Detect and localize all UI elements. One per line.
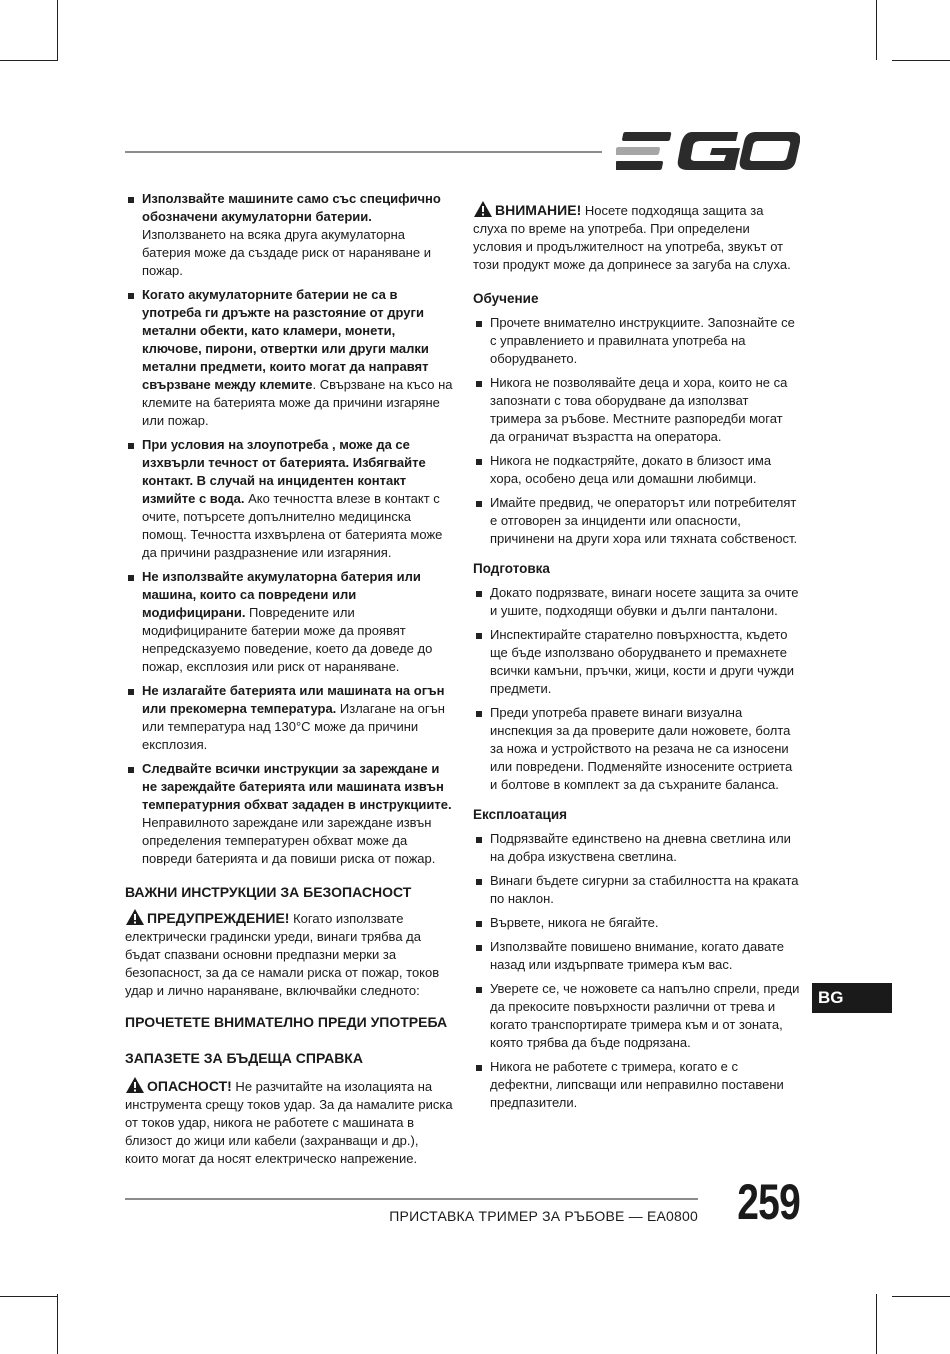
safety-heading: ВАЖНИ ИНСТРУКЦИИ ЗА БЕЗОПАСНОСТ bbox=[125, 884, 412, 900]
crop-mark bbox=[892, 1296, 950, 1297]
list-item: Никога не подкастряйте, докато в близост има хора, особено деца или домашни любимци. bbox=[473, 452, 801, 488]
save-for-reference-heading: ЗАПАЗЕТЕ ЗА БЪДЕЩА СПРАВКА bbox=[125, 1050, 363, 1066]
crop-mark bbox=[57, 1294, 58, 1354]
footer-product-name: ПРИСТАВКА ТРИМЕР ЗА РЪБОВЕ — EA0800 bbox=[389, 1208, 698, 1224]
battery-safety-list bbox=[125, 190, 455, 868]
warning-triangle-icon bbox=[473, 200, 493, 218]
header-rule bbox=[125, 151, 602, 153]
crop-mark bbox=[0, 60, 58, 61]
list-item: Инспектирайте старателно повърхността, където ще бъде използвано оборудването и премахнете всички камъни, пръчки, жици, кости и други чужди предмети. bbox=[473, 626, 801, 698]
ego-logo bbox=[616, 130, 800, 172]
read-before-use-heading: ПРОЧЕТЕТЕ ВНИМАТЕЛНО ПРЕДИ УПОТРЕБА bbox=[125, 1014, 448, 1030]
list-item: Прочете внимателно инструкциите. Запознайте се с управлението и правилната употреба на оборудването. bbox=[473, 314, 801, 368]
list-item: Винаги бъдете сигурни за стабилността на краката по наклон. bbox=[473, 872, 801, 908]
list-item: Подрязвайте единствено на дневна светлина или на добра изкуствена светлина. bbox=[473, 830, 801, 866]
crop-mark bbox=[876, 0, 877, 60]
operation-list bbox=[473, 830, 801, 1112]
preparation-list bbox=[473, 584, 801, 794]
operation-heading: Експлоатация bbox=[473, 807, 567, 822]
list-item: Никога не позволявайте деца и хора, които не са запознати с това оборудване да използват тримера за ръбове. Местните разпоредби могат да ограничат възрастта на оператора. bbox=[473, 374, 801, 446]
footer-rule bbox=[125, 1198, 698, 1200]
list-item: Имайте предвид, че операторът или потребителят е отговорен за инциденти или опасности, причинени на други хора или тяхната собственост. bbox=[473, 494, 801, 548]
training-list bbox=[473, 314, 801, 548]
list-item: Не използвайте акумулаторна батерия или машина, които са повредени или модифицирани. Повредените или модифицираните батерии може да проявят непредсказуемо поведение, което да доведе до пожар, експлозия или риск от нараняване. bbox=[125, 568, 455, 676]
list-item: Докато подрязвате, винаги носете защита за очите и ушите, подходящи обувки и дълги панталони. bbox=[473, 584, 801, 620]
right-column bbox=[473, 200, 801, 1118]
list-item: Уверете се, че ножовете са напълно спрели, преди да прекосите повърхности различни от трева и когато транспортирате тримера към и от зоната, която трябва да бъде подрязана. bbox=[473, 980, 801, 1052]
crop-mark bbox=[892, 60, 950, 61]
language-tab: BG bbox=[812, 983, 892, 1013]
warning-triangle-icon bbox=[125, 1076, 145, 1094]
preparation-heading: Подготовка bbox=[473, 561, 550, 576]
warning-paragraph: ПРЕДУПРЕЖДЕНИЕ! Когато използвате електрически градински уреди, винаги трябва да бъдат спазвани основни предпазни мерки за безопасност, за да се намали риска от пожар, токов удар и лично нараняване, включвайки следното: bbox=[125, 910, 440, 998]
training-heading: Обучение bbox=[473, 291, 539, 306]
list-item: Не излагайте батерията или машината на огън или прекомерна температура. Излагане на огън или температура над 130°C може да причини експлозия. bbox=[125, 682, 455, 754]
list-item: Използвайте повишено внимание, когато давате назад или издърпвате тримера към вас. bbox=[473, 938, 801, 974]
crop-mark bbox=[57, 0, 58, 60]
list-item: Никога не работете с тримера, когато е с дефектни, липсващи или неправилно поставени предпазители. bbox=[473, 1058, 801, 1112]
list-item: Следвайте всички инструкции за зареждане и не зареждайте батерията или машината извън температурния обхват зададен в инструкциите. Неправилното зареждане или зареждане извън определения температурен обхват може да повреди батерията и да повиши риска от пожар. bbox=[125, 760, 455, 868]
list-item: Вървете, никога не бягайте. bbox=[473, 914, 801, 932]
list-item: Преди употреба правете винаги визуална инспекция за да проверите дали ножовете, болта за ножа и устройството на резача не са износени или повредени. Подменяйте износените остриета и болтове в комплект за да съхраните баланса. bbox=[473, 704, 801, 794]
caution-paragraph: ВНИМАНИЕ! Носете подходяща защита за слуха по време на употреба. При определени условия и продължителност на употреба, звукът от този продукт може да допринесе за загуба на слуха. bbox=[473, 202, 791, 272]
page-number: 259 bbox=[737, 1174, 800, 1230]
list-item: Когато акумулаторните батерии не са в употреба ги дръжте на разстояние от други метални обекти, като кламери, монети, ключове, пирони, отвертки или други малки метални предмети, които могат да направят свързване между клемите. Свързване на късо на клемите на батерията може да причини изгаряне или пожар. bbox=[125, 286, 455, 430]
left-column bbox=[125, 190, 455, 1180]
list-item: Използвайте машините само със специфично обозначени акумулаторни батерии. Използването на всяка друга акумулаторна батерия може да създаде риск от нараняване и пожар. bbox=[125, 190, 455, 280]
crop-mark bbox=[0, 1296, 58, 1297]
list-item: При условия на злоупотреба , може да се изхвърли течност от батерията. Избягвайте контакт. В случай на инцидентен контакт измийте с вода. Ако течността влезе в контакт с очите, потърсете допълнително медицинска помощ. Течността изхвърлена от батерията може да причини раздразнение или изгаряния. bbox=[125, 436, 455, 562]
crop-mark bbox=[876, 1294, 877, 1354]
danger-paragraph: ОПАСНОСТ! Не разчитайте на изолацията на инструмента срещу токов удар. За да намалите риска от токов удар, никога не работете с машината в близост до жици или кабели (захранващи и др.), които могат да носят електрическо напрежение. bbox=[125, 1078, 453, 1166]
warning-triangle-icon bbox=[125, 908, 145, 926]
